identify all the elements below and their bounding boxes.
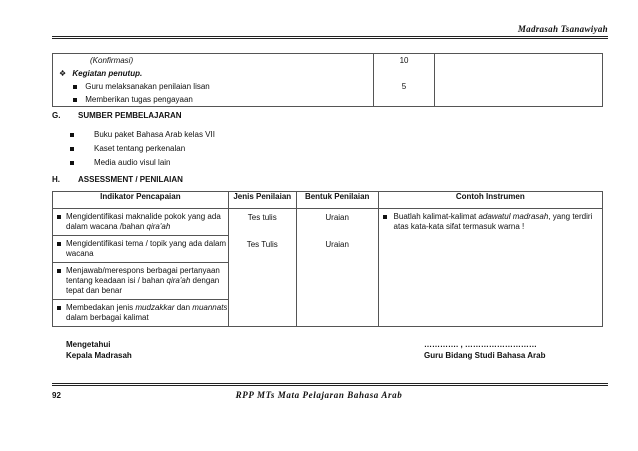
square-bullet-icon bbox=[57, 215, 61, 219]
list-item: Media audio visul lain bbox=[70, 156, 215, 170]
header-jenis: Jenis Penilaian bbox=[228, 192, 296, 209]
running-header-title: Madrasah Tsanawiyah bbox=[517, 24, 608, 34]
header-rule bbox=[52, 36, 608, 37]
assessment-header-row bbox=[53, 192, 603, 209]
square-bullet-icon bbox=[70, 161, 74, 165]
jenis-value: Tes Tulis bbox=[246, 240, 278, 249]
bentuk-cell bbox=[296, 209, 378, 327]
footer-rule bbox=[52, 383, 608, 384]
header-contoh: Contoh Instrumen bbox=[378, 192, 602, 209]
header-bentuk: Bentuk Penilaian bbox=[296, 192, 378, 209]
kegiatan-penutup-text: Kegiatan penutup. bbox=[72, 69, 143, 78]
section-g-list bbox=[70, 128, 215, 170]
header-rule-secondary bbox=[52, 38, 608, 39]
assessment-table bbox=[52, 191, 603, 327]
section-g-heading bbox=[52, 111, 182, 120]
mengetahui-text: Mengetahui bbox=[66, 340, 111, 349]
diamond-bullet-icon: ❖ bbox=[59, 69, 67, 78]
jenis-cell bbox=[228, 209, 296, 327]
header-indikator: Indikator Pencapaian bbox=[53, 192, 229, 209]
square-bullet-icon bbox=[57, 306, 61, 310]
time-allocation-cell bbox=[374, 54, 434, 107]
indicator-divider bbox=[53, 262, 228, 263]
time-value-penilaian: 5 bbox=[401, 82, 407, 91]
section-g-title: SUMBER PEMBELAJARAN bbox=[78, 111, 182, 120]
penilaian-lisan-text: Guru melaksanakan penilaian lisan bbox=[85, 82, 210, 91]
signature-left bbox=[66, 339, 132, 361]
indicator-divider bbox=[53, 299, 228, 300]
square-bullet-icon bbox=[57, 269, 61, 273]
contoh-cell bbox=[378, 209, 602, 327]
indicator-item: Mengidentifikasi tema / topik yang ada dalam wacana bbox=[53, 239, 228, 259]
activity-description-cell bbox=[53, 54, 374, 107]
time-value-konfirmasi: 10 bbox=[399, 56, 409, 65]
kepala-madrasah-text: Kepala Madrasah bbox=[66, 351, 132, 360]
indicator-item: Menjawab/merespons berbagai pertanyaan tentang keadaan isi / bahan qira'ah dengan tepat dan benar bbox=[53, 266, 228, 296]
guru-bidang-studi-text: Guru Bidang Studi Bahasa Arab bbox=[424, 351, 546, 360]
activity-line-penutup bbox=[53, 67, 373, 80]
list-item: Buku paket Bahasa Arab kelas VII bbox=[70, 128, 215, 142]
time-value-pengayaan bbox=[374, 93, 433, 106]
activity-line-konfirmasi bbox=[53, 54, 373, 67]
square-bullet-icon bbox=[73, 98, 77, 102]
list-item: Kaset tentang perkenalan bbox=[70, 142, 215, 156]
footer-title: RPP MTs Mata Pelajaran Bahasa Arab bbox=[235, 390, 403, 400]
square-bullet-icon bbox=[57, 242, 61, 246]
contoh-item: Buatlah kalimat-kalimat adawatul madrasah, yang terdiri atas kata-kata sifat termasuk warna ! bbox=[379, 212, 602, 232]
section-g-letter: G. bbox=[52, 111, 61, 120]
square-bullet-icon bbox=[70, 147, 74, 151]
square-bullet-icon bbox=[70, 133, 74, 137]
section-h-letter: H. bbox=[52, 175, 60, 184]
time-value-penutup bbox=[374, 67, 433, 80]
activity-line-pengayaan bbox=[53, 93, 373, 106]
activity-line-penilaian bbox=[53, 80, 373, 93]
indicator-cell bbox=[53, 209, 229, 327]
activity-table bbox=[52, 53, 603, 107]
section-h-title: ASSESSMENT / PENILAIAN bbox=[78, 175, 183, 184]
notes-cell bbox=[434, 54, 602, 107]
assessment-body-row bbox=[53, 209, 603, 327]
footer-rule-secondary bbox=[52, 385, 608, 386]
indicator-item: Mengidentifikasi maknalide pokok yang ada dalam wacana /bahan qira'ah bbox=[53, 212, 228, 232]
tugas-pengayaan-text: Memberikan tugas pengayaan bbox=[85, 95, 193, 104]
bentuk-value: Uraian bbox=[325, 240, 349, 249]
signature-right bbox=[424, 339, 546, 361]
indicator-divider bbox=[53, 235, 228, 236]
indicator-item: Membedakan jenis mudzakkar dan muannats dalam berbagai kalimat bbox=[53, 303, 228, 323]
bentuk-value: Uraian bbox=[325, 213, 349, 222]
page-number: 92 bbox=[52, 391, 61, 400]
konfirmasi-text: (Konfirmasi) bbox=[90, 56, 134, 65]
jenis-value: Tes tulis bbox=[247, 213, 277, 222]
place-date-blank: …………. , ……………………… bbox=[424, 340, 537, 349]
square-bullet-icon bbox=[73, 85, 77, 89]
section-h-heading bbox=[52, 175, 183, 184]
square-bullet-icon bbox=[383, 215, 387, 219]
